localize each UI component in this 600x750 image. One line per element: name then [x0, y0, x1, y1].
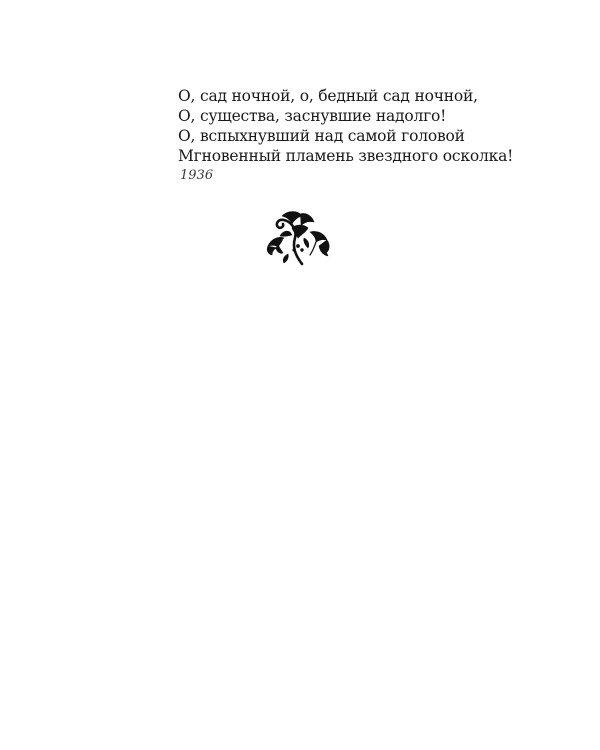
- poem-line: О, сад ночной, о, бедный сад ночной,: [178, 87, 478, 105]
- floral-vignette-icon: [262, 208, 334, 266]
- poem-date: 1936: [180, 168, 214, 183]
- poem-line: О, вспыхнувший над самой головой: [178, 127, 465, 145]
- poem-line: О, существа, заснувшие надолго!: [178, 107, 447, 125]
- poem-line: Мгновенный пламень звездного осколка!: [178, 147, 514, 165]
- stanza: [178, 86, 518, 166]
- poem-stanza: [178, 86, 518, 166]
